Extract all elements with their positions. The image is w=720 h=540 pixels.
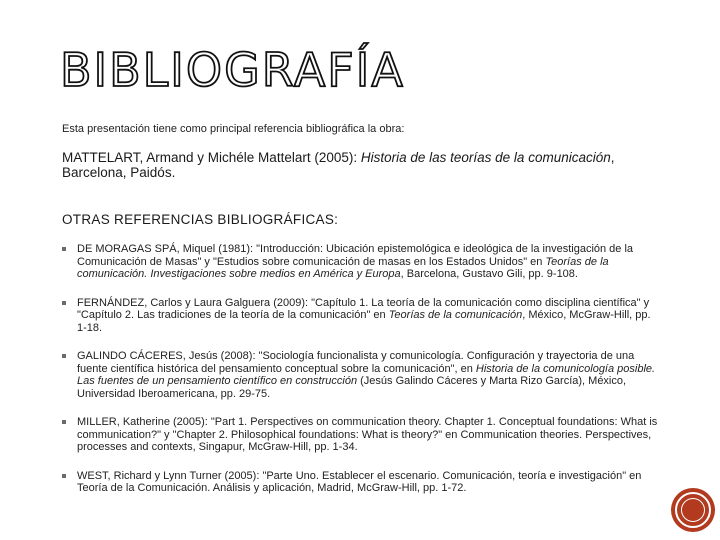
bullet-icon [62,420,66,424]
reference-item: MILLER, Katherine (2005): "Part 1. Perspectives on communication theory. Chapter 1. Conceptual foundations: What is communication?" y "Chapter 2. Philosophical foundations: What is theory?" en Communication theories. Perspectives, processes and contexts, Singapur, McGraw-Hill, pp. 1-34. [62,416,662,454]
main-reference-title: Historia de las teorías de la comunicación [360,150,611,165]
reference-item: DE MORAGAS SPÁ, Miquel (1981): "Introducción: Ubicación epistemológica e ideológica de la investigación de la Comunicación de Masas" y "Estudios sobre comunicación de masas en los Estados Unidos" en Teorías de la comunicación. Investigaciones sobre medios en América y Europa, Barcelona, Gustavo Gili, pp. 9-108. [62,243,662,281]
bullet-icon [62,247,66,251]
bullet-icon [62,474,66,478]
intro-text: Esta presentación tiene como principal referencia bibliográfica la obra: [62,123,405,135]
bullet-icon [62,354,66,358]
page-title: BIBLIOGRAFÍA [60,43,405,97]
main-reference-authors: MATTELART, Armand y Michéle Mattelart (2005): [62,150,361,165]
reference-item: GALINDO CÁCERES, Jesús (2008): "Sociología funcionalista y comunicología. Configuración y trayectoria de una fuente científica histórica del pensamiento conceptual sobre la comunicación", en Historia de la comunicología posible. Las fuentes de un pensamiento científico en construcción (Jesús Galindo Cáceres y Marta Rizo García), México, Universidad Iberoamericana, pp. 29-75. [62,350,662,400]
reference-item: WEST, Richard y Lynn Turner (2005): "Parte Uno. Establecer el escenario. Comunicación, teoría e investigación" en Teoría de la Comunicación. Análisis y aplicación, Madrid, McGraw-Hill, pp. 1-72. [62,470,662,495]
inner-circle-icon [681,498,705,522]
reference-item: FERNÁNDEZ, Carlos y Laura Galguera (2009): "Capítulo 1. La teoría de la comunicación como disciplina científica" y "Capítulo 2. Las tradiciones de la teoría de la comunicación" en Teorías de la comunicación, México, McGraw-Hill, pp. 1-18. [62,297,662,335]
main-reference-publisher: , Barcelona, Paidós. [62,150,615,180]
section-heading: OTRAS REFERENCIAS BIBLIOGRÁFICAS: [62,212,339,227]
main-reference [62,150,662,180]
slide-nav-button[interactable] [671,488,715,532]
bullet-icon [62,301,66,305]
reference-list [62,243,662,511]
